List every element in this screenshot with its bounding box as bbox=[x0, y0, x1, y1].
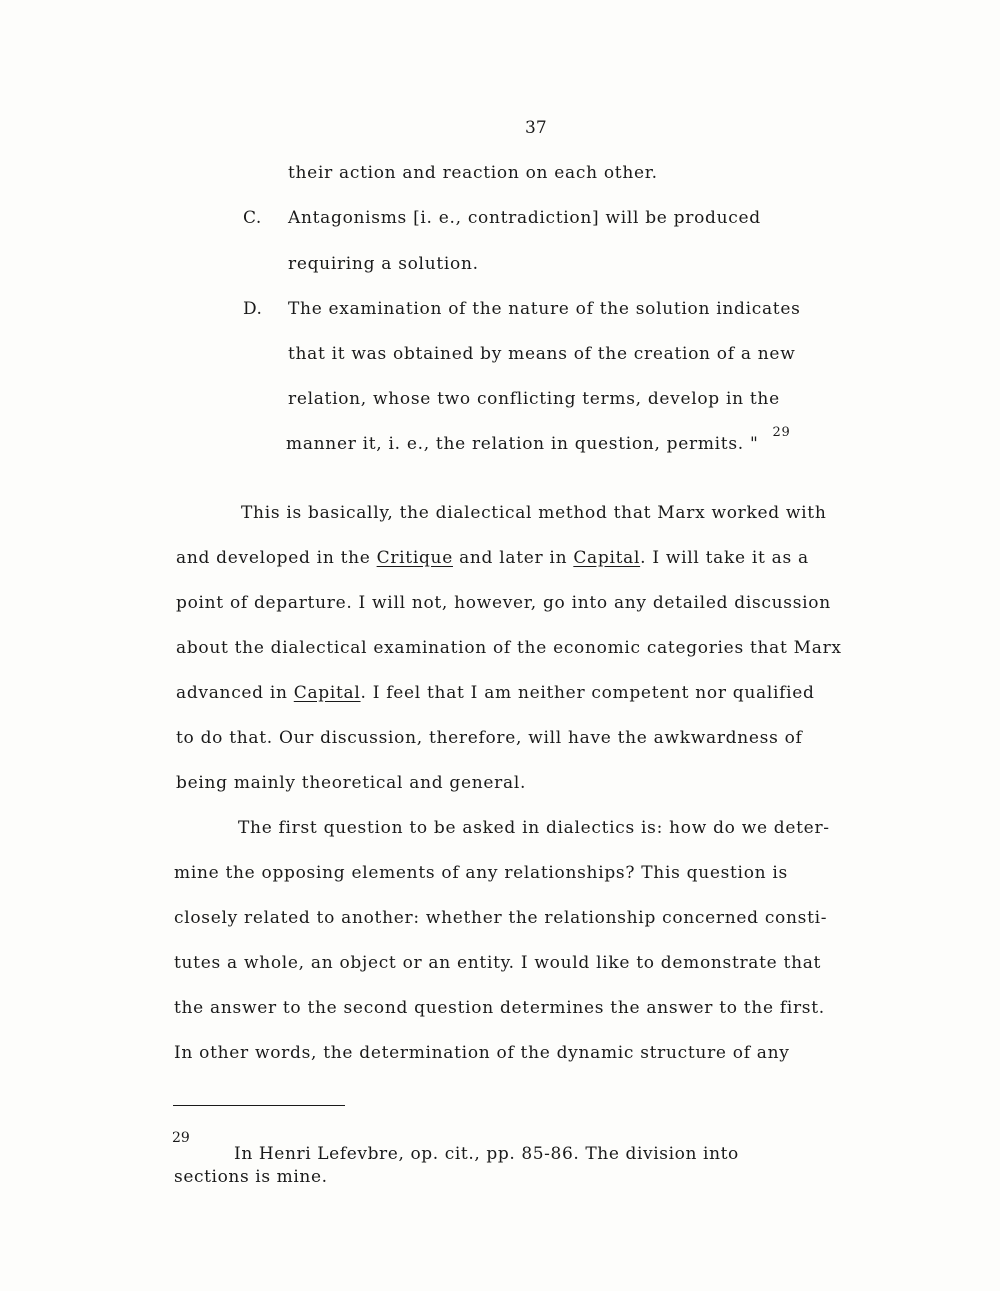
paragraph-1-line-5 bbox=[176, 683, 815, 703]
list-continuation: their action and reaction on each other. bbox=[288, 163, 658, 183]
list-item-d-line-1: The examination of the nature of the solution indicates bbox=[288, 299, 801, 319]
list-item-d-line-2: that it was obtained by means of the creation of a new bbox=[288, 344, 796, 364]
paragraph-1-line-1: This is basically, the dialectical method that Marx worked with bbox=[241, 503, 827, 523]
list-item-c-line-1: Antagonisms [i. e., contradiction] will be produced bbox=[288, 208, 761, 228]
text-span: and developed in the bbox=[176, 548, 377, 568]
list-label-c: C. bbox=[243, 208, 262, 228]
paragraph-2-line-1: The first question to be asked in dialectics is: how do we deter- bbox=[238, 818, 830, 838]
paragraph-2-line-2: mine the opposing elements of any relationships? This question is bbox=[174, 863, 788, 883]
footnote-line-1: In Henri Lefevbre, op. cit., pp. 85-86. The division into bbox=[234, 1144, 739, 1164]
list-label-d: D. bbox=[243, 299, 263, 319]
paragraph-1-line-7: being mainly theoretical and general. bbox=[176, 773, 527, 793]
paragraph-1-line-4: about the dialectical examination of the economic categories that Marx bbox=[176, 638, 842, 658]
paragraph-2-line-4: tutes a whole, an object or an entity. I would like to demonstrate that bbox=[174, 953, 822, 973]
page-number: 37 bbox=[525, 118, 547, 138]
text-span: . I feel that I am neither competent nor qualified bbox=[360, 683, 815, 703]
list-item-d-text: manner it, i. e., the relation in question, permits. " bbox=[286, 434, 759, 454]
title-capital: Capital bbox=[293, 683, 361, 703]
paragraph-1-line-6: to do that. Our discussion, therefore, will have the awkwardness of bbox=[176, 728, 803, 748]
paragraph-2-line-6: In other words, the determination of the dynamic structure of any bbox=[174, 1043, 790, 1063]
footnote-ref: 29 bbox=[772, 425, 791, 440]
title-critique: Critique bbox=[376, 548, 453, 568]
paragraph-1-line-2 bbox=[176, 548, 809, 568]
text-span: . I will take it as a bbox=[640, 548, 809, 568]
text-span: advanced in bbox=[176, 683, 294, 703]
footnote-line-2: sections is mine. bbox=[174, 1167, 328, 1187]
paragraph-1-line-3: point of departure. I will not, however, go into any detailed discussion bbox=[176, 593, 831, 613]
paragraph-2-line-3: closely related to another: whether the relationship concerned consti- bbox=[174, 908, 828, 928]
list-item-d-line-3: relation, whose two conflicting terms, develop in the bbox=[288, 389, 780, 409]
list-item-d-line-4 bbox=[286, 425, 791, 454]
footnote-number: 29 bbox=[172, 1130, 190, 1146]
footnote-divider bbox=[173, 1105, 345, 1106]
title-capital: Capital bbox=[573, 548, 641, 568]
text-span: and later in bbox=[452, 548, 574, 568]
paragraph-2-line-5: the answer to the second question determines the answer to the first. bbox=[174, 998, 825, 1018]
list-item-c-line-2: requiring a solution. bbox=[288, 254, 479, 274]
